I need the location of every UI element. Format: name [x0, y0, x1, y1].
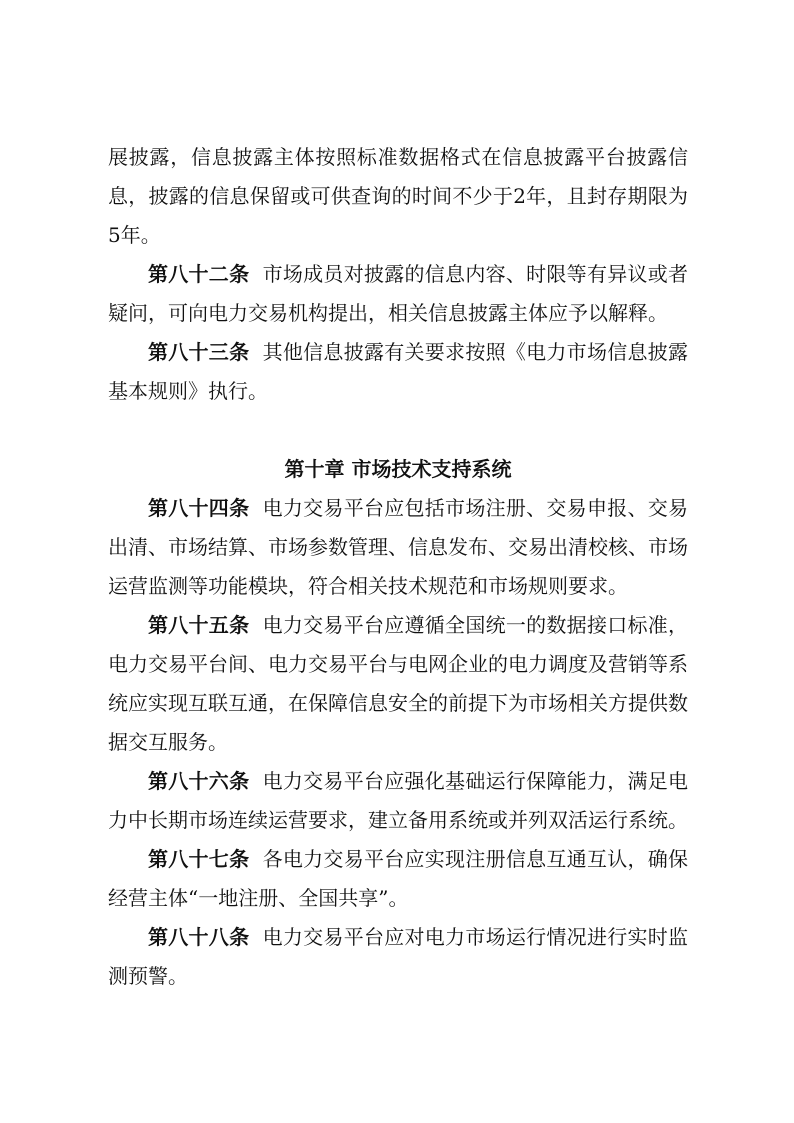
article-84: [108, 489, 688, 606]
document-page: [108, 138, 688, 996]
article-label: 第八十二条: [148, 262, 250, 286]
article-label: 第八十七条: [148, 847, 250, 871]
continuation-paragraph: 展披露，信息披露主体按照标准数据格式在信息披露平台披露信息，披露的信息保留或可供查询的时间不少于2年，且封存期限为5年。: [108, 145, 688, 247]
article-82: [108, 255, 688, 333]
article-text: 电力交易平台应遵循全国统一的数据接口标准，电力交易平台间、电力交易平台与电网企业的电力调度及营销等系统应实现互联互通，在保障信息安全的前提下为市场相关方提供数据交互服务。: [108, 613, 689, 754]
article-label: 第八十三条: [148, 340, 250, 364]
article-85: [108, 606, 688, 762]
article-label: 第八十五条: [148, 613, 250, 637]
article-text: 其他信息披露有关要求按照《电力市场信息披露基本规则》执行。: [108, 340, 689, 403]
article-label: 第八十八条: [148, 925, 250, 949]
article-text: 电力交易平台应强化基础运行保障能力，满足电力中长期市场连续运营要求，建立备用系统或并列双活运行系统。: [108, 769, 689, 832]
article-86: [108, 762, 688, 840]
article-text: 电力交易平台应对电力市场运行情况进行实时监测预警。: [108, 925, 689, 988]
article-label: 第八十四条: [148, 496, 250, 520]
article-87: [108, 840, 688, 918]
article-label: 第八十六条: [148, 769, 250, 793]
chapter-title: 第十章 市场技术支持系统: [284, 457, 512, 481]
article-88: [108, 918, 688, 996]
article-text: 各电力交易平台应实现注册信息互通互认，确保经营主体“一地注册、全国共享”。: [108, 847, 689, 910]
article-text: 市场成员对披露的信息内容、时限等有异议或者疑问，可向电力交易机构提出，相关信息披露主体应予以解释。: [108, 262, 689, 325]
article-83: [108, 333, 688, 411]
article-text: 电力交易平台应包括市场注册、交易申报、交易出清、市场结算、市场参数管理、信息发布、交易出清校核、市场运营监测等功能模块，符合相关技术规范和市场规则要求。: [108, 496, 689, 598]
